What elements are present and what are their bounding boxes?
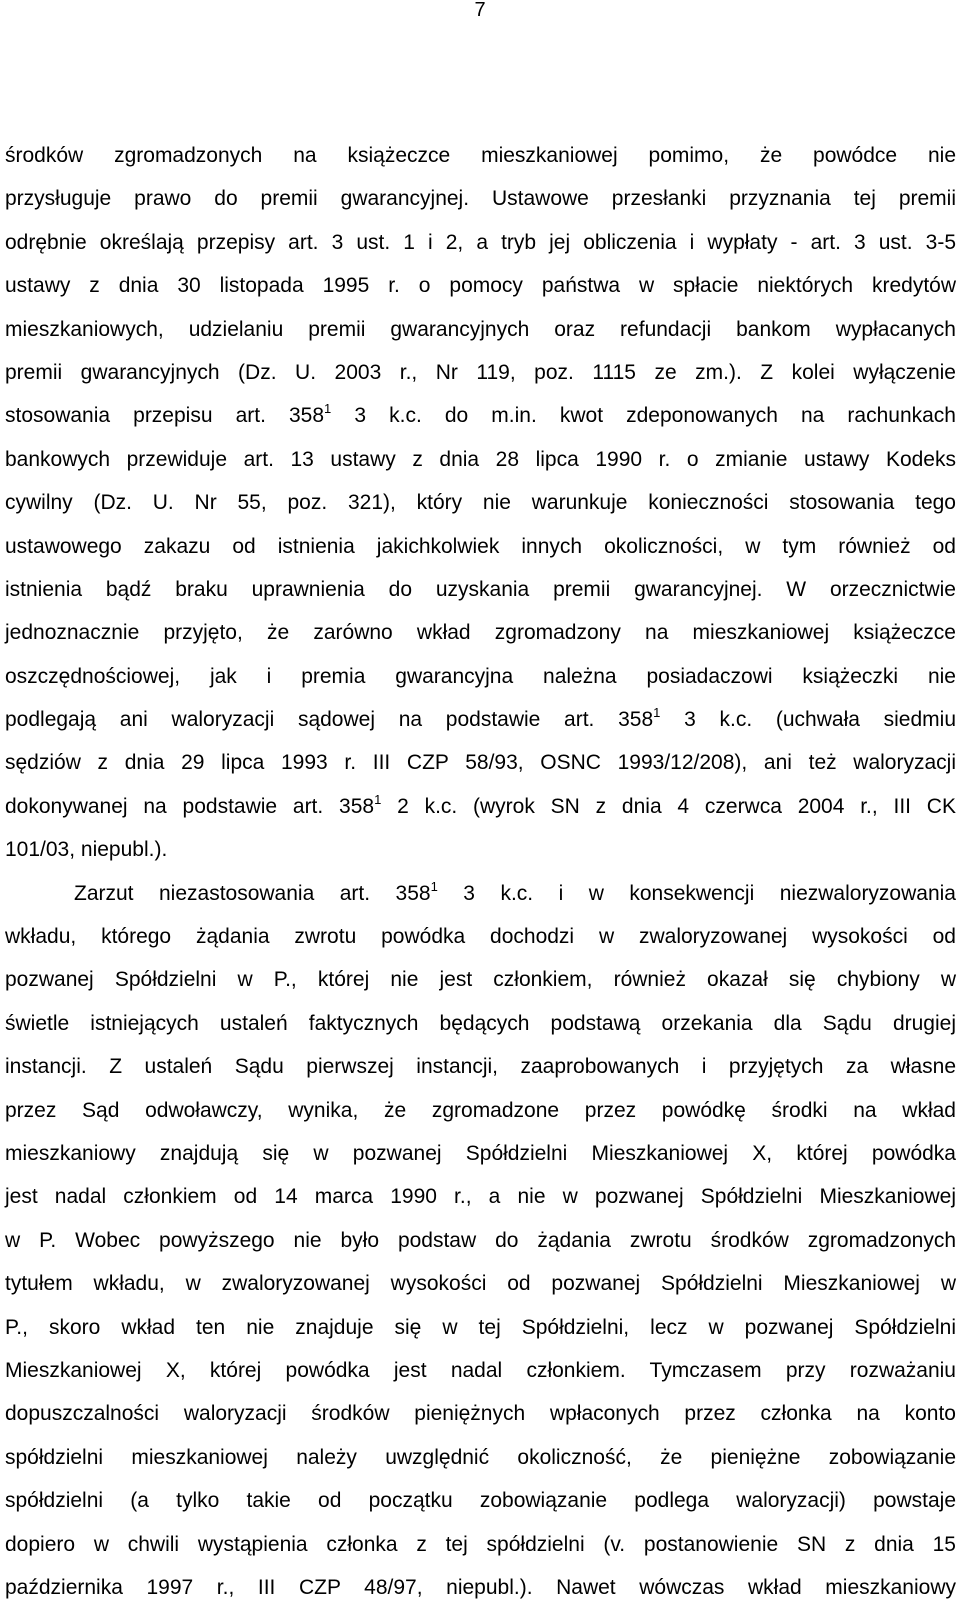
text-segment: Mieszkaniowej X, której powódka jest nadal członkiem. Tymczasem przy rozważaniu [5, 1358, 956, 1382]
text-segment: przysługuje prawo do premii gwarancyjnej. Ustawowe przesłanki przyznania tej premii [5, 187, 956, 211]
text-line [5, 481, 956, 524]
text-line [5, 1523, 956, 1566]
text-segment: środków zgromadzonych na książeczce mieszkaniowej pomimo, że powódce nie [5, 144, 956, 167]
text-segment: Zarzut niezastosowania art. 358 [74, 881, 431, 905]
text-segment: oszczędnościowej, jak i premia gwarancyjna należna posiadaczowi książeczki nie [5, 664, 956, 688]
text-segment: 2 k.c. (wyrok SN z dnia 4 czerwca 2004 r., III CK [381, 794, 956, 818]
text-segment: sędziów z dnia 29 lipca 1993 r. III CZP 58/93, OSNC 1993/12/208), ani też waloryzacji [5, 751, 956, 775]
text-line [5, 915, 956, 958]
text-line [5, 264, 956, 307]
text-line [5, 568, 956, 611]
text-line [5, 741, 956, 784]
text-line [5, 655, 956, 698]
text-line [5, 1306, 956, 1349]
text-line [5, 221, 956, 264]
text-segment: spółdzielni (a tylko takie od początku zobowiązanie podlega waloryzacji) powstaje [5, 1489, 956, 1513]
text-line [5, 525, 956, 568]
text-line [5, 1219, 956, 1262]
text-segment: premii gwarancyjnych (Dz. U. 2003 r., Nr 119, poz. 1115 ze zm.). Z kolei wyłączenie [5, 360, 956, 384]
text-segment: dokonywanej na podstawie art. 358 [5, 794, 375, 818]
text-line [5, 872, 956, 915]
text-segment: w P. Wobec powyższego nie było podstaw do żądania zwrotu środków zgromadzonych [5, 1228, 956, 1252]
text-segment: mieszkaniowy znajdują się w pozwanej Spółdzielni Mieszkaniowej X, której powódka [5, 1141, 956, 1165]
text-segment: tytułem wkładu, w zwaloryzowanej wysokości od pozwanej Spółdzielni Mieszkaniowej w [5, 1272, 956, 1296]
text-segment: istnienia bądź braku uprawnienia do uzyskania premii gwarancyjnej. W orzecznictwie [5, 577, 956, 601]
text-segment: świetle istniejących ustaleń faktycznych będących podstawą orzekania dla Sądu drugiej [5, 1011, 956, 1035]
text-segment: 3 k.c. (uchwała siedmiu [660, 708, 956, 732]
text-line [5, 1262, 956, 1305]
text-line [5, 611, 956, 654]
text-line [5, 698, 956, 741]
superscript: 1 [324, 401, 332, 417]
document-body [5, 134, 956, 1609]
text-line [5, 1349, 956, 1392]
text-segment: spółdzielni mieszkaniowej należy uwzględnić okoliczność, że pieniężne zobowiązanie [5, 1445, 956, 1469]
page-number: 7 [474, 0, 486, 21]
text-line [5, 1089, 956, 1132]
text-segment: bankowych przewiduje art. 13 ustawy z dnia 28 lipca 1990 r. o zmianie ustawy Kodeks [5, 447, 956, 471]
text-segment: jest nadal członkiem od 14 marca 1990 r., a nie w pozwanej Spółdzielni Mieszkaniowej [5, 1185, 956, 1209]
superscript: 1 [374, 791, 382, 807]
text-line [5, 394, 956, 437]
text-segment: ustawowego zakazu od istnienia jakichkolwiek innych okoliczności, w tym również od [5, 534, 956, 558]
text-segment: cywilny (Dz. U. Nr 55, poz. 321), który nie warunkuje konieczności stosowania tego [5, 491, 956, 515]
text-segment: wkładu, którego żądania zwrotu powódka dochodzi w zwaloryzowanej wysokości od [5, 925, 956, 949]
text-line [5, 1479, 956, 1522]
text-segment: odrębnie określają przepisy art. 3 ust. 1 i 2, a tryb jej obliczenia i wypłaty - art. 3 ust. 3-5 [5, 230, 956, 254]
text-line [5, 1132, 956, 1175]
text-segment: 101/03, niepubl.). [5, 838, 168, 862]
superscript: 1 [430, 878, 438, 894]
text-line [5, 785, 956, 828]
text-segment: 3 k.c. i w konsekwencji niezwaloryzowania [437, 881, 956, 905]
text-line [5, 438, 956, 481]
text-segment: stosowania przepisu art. 358 [5, 404, 325, 428]
text-segment: P., skoro wkład ten nie znajduje się w tej Spółdzielni, lecz w pozwanej Spółdzielni [5, 1315, 956, 1339]
text-segment: października 1997 r., III CZP 48/97, niepubl.). Nawet wówczas wkład mieszkaniowy [5, 1575, 956, 1599]
text-segment: ustawy z dnia 30 listopada 1995 r. o pomocy państwa w spłacie niektórych kredytów [5, 274, 956, 298]
text-segment: podlegają ani waloryzacji sądowej na podstawie art. 358 [5, 708, 654, 732]
text-line [5, 828, 956, 871]
text-line [5, 1392, 956, 1435]
text-segment: dopuszczalności waloryzacji środków pieniężnych wpłaconych przez członka na konto [5, 1402, 956, 1426]
text-line [5, 134, 956, 177]
text-segment: 3 k.c. do m.in. kwot zdeponowanych na rachunkach [331, 404, 956, 428]
text-segment: mieszkaniowych, udzielaniu premii gwarancyjnych oraz refundacji bankom wypłacanych [5, 317, 956, 341]
text-line [5, 177, 956, 220]
text-line [5, 1566, 956, 1609]
text-line [5, 958, 956, 1001]
text-segment: jednoznacznie przyjęto, że zarówno wkład zgromadzony na mieszkaniowej książeczce [5, 621, 956, 645]
text-segment: dopiero w chwili wystąpienia członka z tej spółdzielni (v. postanowienie SN z dnia 15 [5, 1532, 956, 1556]
text-line [5, 1002, 956, 1045]
superscript: 1 [653, 705, 661, 721]
text-segment: pozwanej Spółdzielni w P., której nie jest członkiem, również okazał się chybiony w [5, 968, 956, 992]
text-segment: instancji. Z ustaleń Sądu pierwszej instancji, zaaprobowanych i przyjętych za własne [5, 1055, 956, 1079]
text-line [5, 1175, 956, 1218]
text-line [5, 351, 956, 394]
text-line [5, 1045, 956, 1088]
text-line [5, 1436, 956, 1479]
text-segment: przez Sąd odwoławczy, wynika, że zgromadzone przez powódkę środki na wkład [5, 1098, 956, 1122]
text-line [5, 308, 956, 351]
